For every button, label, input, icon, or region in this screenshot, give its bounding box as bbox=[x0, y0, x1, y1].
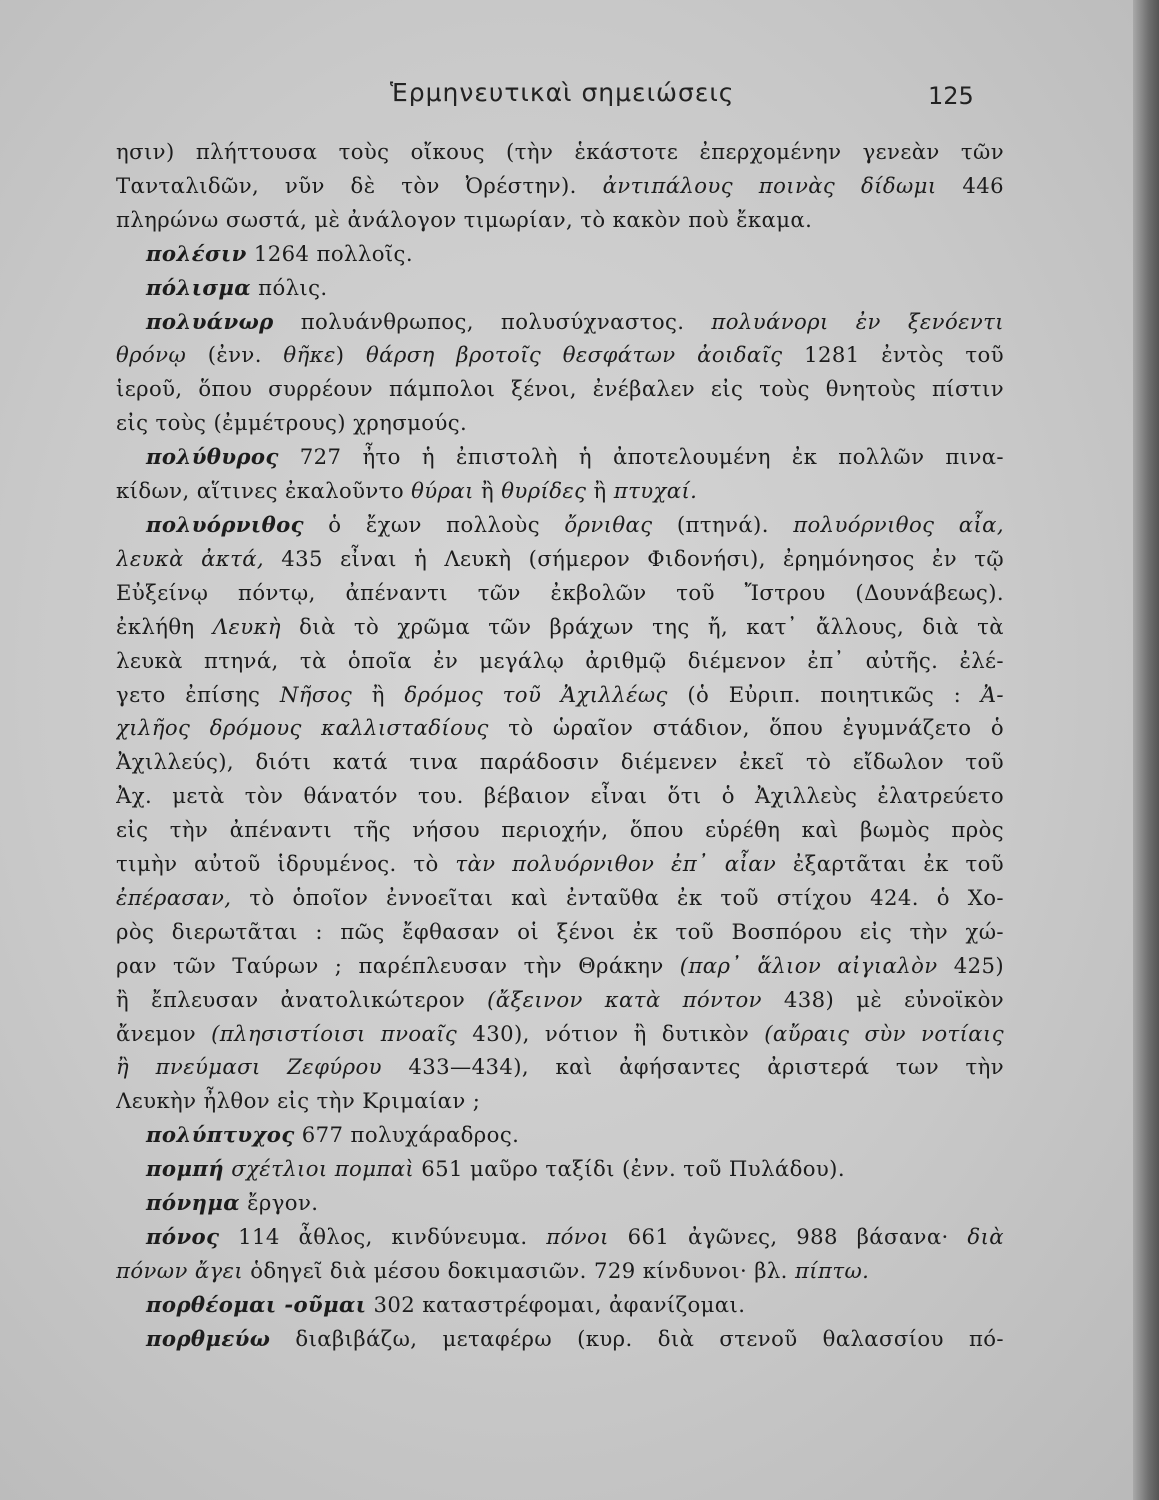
quoted-text: (πλησιστίοισι πνοαῖς bbox=[211, 1020, 458, 1046]
text-line bbox=[116, 678, 1004, 712]
gloss-text: πόλις. bbox=[250, 274, 328, 300]
page-edge-shadow bbox=[1133, 0, 1159, 1500]
text-line bbox=[116, 372, 1004, 406]
page-number: 125 bbox=[928, 82, 974, 110]
text-line bbox=[116, 1017, 1004, 1051]
quoted-text: πολυόρνιθος αἶα, bbox=[793, 511, 1004, 537]
quoted-text: ἐπέρασαν, bbox=[116, 884, 232, 910]
gloss-text: 430), νότιον ἢ δυτικὸν bbox=[457, 1020, 765, 1046]
gloss-text: ἐκλήθη bbox=[116, 613, 213, 639]
text-line bbox=[116, 338, 1004, 372]
quoted-text: θυρίδες bbox=[501, 478, 587, 504]
quoted-text: πίπτω. bbox=[794, 1257, 870, 1283]
quoted-text: θάρση βροτοῖς θεσφάτων ἀοιδαῖς bbox=[366, 342, 783, 368]
gloss-text: 727 ἦτο ἡ ἐπιστολὴ ἡ ἀποτελουμένη ἐκ πολλῶν πινα- bbox=[278, 444, 1004, 470]
gloss-text: 661 ἀγῶνες, 988 βάσανα· bbox=[608, 1224, 968, 1249]
gloss-text: 302 καταστρέφομαι, ἀφανίζομαι. bbox=[366, 1291, 746, 1317]
quoted-text: σχέτλιοι πομπαὶ bbox=[231, 1156, 415, 1182]
gloss-text: ἔργον. bbox=[239, 1190, 319, 1216]
quoted-text: πόνοι bbox=[546, 1224, 609, 1249]
text-line bbox=[116, 1254, 1004, 1288]
gloss-text: 1281 ἐντὸς τοῦ bbox=[782, 342, 1004, 368]
quoted-text: ἀντιπάλους ποινὰς δίδωμι bbox=[602, 172, 937, 198]
gloss-text: ἐξαρτᾶται ἐκ τοῦ bbox=[776, 851, 1004, 877]
text-line bbox=[116, 847, 1004, 881]
lemma-headword: πορθέομαι -οῦμαι bbox=[146, 1291, 367, 1317]
text-line bbox=[116, 1118, 1004, 1152]
gloss-text: ὁ ἔχων πολλοὺς bbox=[303, 511, 565, 537]
quoted-text: Ἀ- bbox=[980, 681, 1004, 707]
quoted-text: θύραι bbox=[411, 478, 474, 504]
text-line bbox=[116, 779, 1004, 813]
text-line bbox=[116, 949, 1004, 983]
lemma-headword: πόνημα bbox=[146, 1190, 240, 1216]
gloss-text: εἰς τοὺς (ἐμμέτρους) χρησμούς. bbox=[116, 410, 468, 436]
gloss-text: ησιν) πλήττουσα τοὺς οἴκους (τὴν ἑκάστοτε ἐπερχομένην γενεὰν τῶν bbox=[116, 139, 1004, 164]
gloss-text: (ἐνν. bbox=[186, 342, 284, 368]
text-line bbox=[116, 1050, 1004, 1084]
quoted-text: λευκὰ ἀκτά, bbox=[116, 545, 265, 571]
quoted-text: πτυχαί. bbox=[613, 478, 698, 504]
gloss-text: 438) μὲ εὐνοϊκὸν bbox=[761, 986, 1004, 1012]
gloss-text: λευκὰ πτηνά, τὰ ὁποῖα ἐν μεγάλῳ ἀριθμῷ διέμενον ἐπ᾽ αὐτῆς. ἐλέ- bbox=[116, 647, 1004, 673]
gloss-text: ἱεροῦ, ὅπου συρρέουν πάμπολοι ξένοι, ἐνέβαλεν εἰς τοὺς θνητοὺς πίστιν bbox=[116, 376, 1004, 402]
gloss-text: εἰς τὴν ἀπέναντι τῆς νήσου περιοχήν, ὅπου εὑρέθη καὶ βωμὸς πρὸς bbox=[116, 817, 1004, 843]
quoted-text: διὰ bbox=[967, 1224, 1004, 1249]
gloss-text: πολυάνθρωπος, πολυσύχναστος. bbox=[273, 308, 712, 334]
quoted-text: θῆκε bbox=[283, 342, 336, 368]
body-text bbox=[116, 135, 1004, 1356]
gloss-text: τὸ ὁποῖον ἐννοεῖται καὶ ἐνταῦθα ἐκ τοῦ στίχου 424. ὁ Χο- bbox=[231, 884, 1004, 910]
quoted-text: θρόνῳ bbox=[116, 342, 187, 368]
quoted-text: ἢ πνεύμασι Ζεφύρου bbox=[116, 1054, 382, 1080]
text-line bbox=[116, 1220, 1004, 1254]
text-line bbox=[116, 305, 1004, 339]
gloss-text: Ἀχ. μετὰ τὸν θάνατόν του. βέβαιον εἶναι ὅτι ὁ Ἀχιλλεὺς ἐλατρεύετο bbox=[116, 783, 1004, 809]
text-line bbox=[116, 1288, 1004, 1322]
text-line bbox=[116, 440, 1004, 474]
gloss-text: ἢ bbox=[473, 478, 502, 504]
gloss-text: ) bbox=[335, 342, 366, 368]
quoted-text: Νῆσος bbox=[279, 681, 353, 707]
text-line bbox=[116, 576, 1004, 610]
running-header: Ἑρμηνευτικαὶ σημειώσεις bbox=[390, 78, 735, 107]
gloss-text: 425) bbox=[937, 952, 1004, 978]
gloss-text: 1264 πολλοῖς. bbox=[246, 240, 413, 266]
text-line bbox=[116, 813, 1004, 847]
gloss-text: διαβιβάζω, μεταφέρω (κυρ. διὰ στενοῦ θαλασσίου πό- bbox=[270, 1325, 1004, 1351]
gloss-text: Λευκὴν ἦλθον εἰς τὴν Κριμαίαν ; bbox=[116, 1088, 481, 1114]
gloss-text: τιμὴν αὐτοῦ ἱδρυμένος. τὸ bbox=[116, 851, 456, 877]
lemma-headword: πόλισμα bbox=[146, 274, 251, 300]
text-line bbox=[116, 508, 1004, 542]
text-line bbox=[116, 1152, 1004, 1186]
lemma-headword: πομπή bbox=[146, 1156, 225, 1182]
gloss-text: διὰ τὸ χρῶμα τῶν βράχων της ἤ, κατ᾽ ἄλλους, διὰ τὰ bbox=[280, 613, 1004, 639]
gloss-text: Ἀχιλλεύς), διότι κατά τινα παράδοσιν διέμενεν ἐκεῖ τὸ εἴδωλον τοῦ bbox=[116, 749, 1004, 775]
quoted-text: δρόμος τοῦ Ἀχιλλέως bbox=[404, 681, 668, 707]
quoted-text: χιλῆος δρόμους καλλισταδίους bbox=[116, 715, 489, 741]
text-line bbox=[116, 1322, 1004, 1356]
gloss-text: ραν τῶν Ταύρων ; παρέπλευσαν τὴν Θράκην bbox=[116, 952, 680, 978]
gloss-text: ρὸς διερωτᾶται : πῶς ἔφθασαν οἱ ξένοι ἐκ τοῦ Βοσπόρου εἰς τὴν χώ- bbox=[116, 918, 1004, 944]
gloss-text: (πτηνά). bbox=[652, 511, 794, 537]
gloss-text: ἢ bbox=[352, 681, 405, 707]
text-line bbox=[116, 745, 1004, 779]
text-line bbox=[116, 237, 1004, 271]
quoted-text: (ἄξεινον κατὰ πόντον bbox=[487, 986, 762, 1012]
text-line bbox=[116, 542, 1004, 576]
gloss-text: 435 εἶναι ἡ Λευκὴ (σήμερον Φιδονήσι), ἐρημόνησος ἐν τῷ bbox=[264, 545, 1004, 571]
lemma-headword: πολύθυρος bbox=[146, 444, 279, 470]
text-line bbox=[116, 1186, 1004, 1220]
text-line bbox=[116, 881, 1004, 915]
gloss-text: Τανταλιδῶν, νῦν δὲ τὸν Ὀρέστην). bbox=[116, 172, 603, 198]
text-line bbox=[116, 610, 1004, 644]
gloss-text: ἄνεμον bbox=[116, 1020, 212, 1046]
quoted-text: πολυάνορι ἐν ξενόεντι bbox=[711, 308, 1004, 334]
lemma-headword: πολυάνωρ bbox=[146, 308, 274, 334]
quoted-text: (παρ᾽ ἅλιον αἰγιαλὸν bbox=[679, 952, 938, 978]
gloss-text: κίδων, αἵτινες ἐκαλοῦντο bbox=[116, 478, 412, 504]
lemma-headword: πολύπτυχος bbox=[146, 1122, 295, 1148]
gloss-text: 651 μαῦρο ταξίδι (ἐνν. τοῦ Πυλάδου). bbox=[414, 1156, 845, 1182]
text-line bbox=[116, 711, 1004, 745]
text-line bbox=[116, 474, 1004, 508]
gloss-text: ἢ ἔπλευσαν ἀνατολικώτερον bbox=[116, 986, 488, 1012]
gloss-text: 677 πολυχάραδρος. bbox=[294, 1122, 520, 1148]
text-line bbox=[116, 406, 1004, 440]
gloss-text: Εὐξείνῳ πόντῳ, ἀπέναντι τῶν ἐκβολῶν τοῦ Ἴστρου (Δουνάβεως). bbox=[116, 579, 1004, 605]
gloss-text: ὁδηγεῖ διὰ μέσου δοκιμασιῶν. 729 κίνδυνοι· βλ. bbox=[243, 1257, 795, 1283]
text-line bbox=[116, 1084, 1004, 1118]
gloss-text: 114 ἆθλος, κινδύνευμα. bbox=[219, 1224, 547, 1249]
quoted-text: (αὔραις σὺν νοτίαις bbox=[764, 1020, 1004, 1046]
gloss-text: πληρώνω σωστά, μὲ ἀνάλογον τιμωρίαν, τὸ κακὸν ποὺ ἔκαμα. bbox=[116, 206, 813, 232]
text-line bbox=[116, 135, 1004, 169]
gloss-text: 446 bbox=[936, 172, 1004, 198]
text-line bbox=[116, 915, 1004, 949]
text-line bbox=[116, 644, 1004, 678]
lemma-headword: πολυόρνιθος bbox=[146, 511, 304, 537]
text-line bbox=[116, 203, 1004, 237]
gloss-text: (ὁ Εὐριπ. ποιητικῶς : bbox=[667, 681, 981, 707]
quoted-text: τὰν πολυόρνιθον ἐπ᾽ αἶαν bbox=[455, 851, 777, 877]
gloss-text: τὸ ὡραῖον στάδιον, ὅπου ἐγυμνάζετο ὁ bbox=[488, 715, 1004, 741]
gloss-text: 433—434), καὶ ἀφήσαντες ἀριστερά των τὴν bbox=[381, 1054, 1004, 1080]
text-line bbox=[116, 271, 1004, 305]
text-line bbox=[116, 169, 1004, 203]
quoted-text: ὄρνιθας bbox=[564, 511, 653, 537]
text-line bbox=[116, 983, 1004, 1017]
lemma-headword: πορθμεύω bbox=[146, 1325, 271, 1351]
gloss-text: γετο ἐπίσης bbox=[116, 681, 280, 707]
quoted-text: πόνων ἄγει bbox=[116, 1257, 244, 1283]
lemma-headword: πολέσιν bbox=[146, 240, 247, 266]
lemma-headword: πόνος bbox=[146, 1224, 220, 1249]
gloss-text: ἢ bbox=[586, 478, 614, 504]
quoted-text: Λευκὴ bbox=[212, 613, 281, 639]
